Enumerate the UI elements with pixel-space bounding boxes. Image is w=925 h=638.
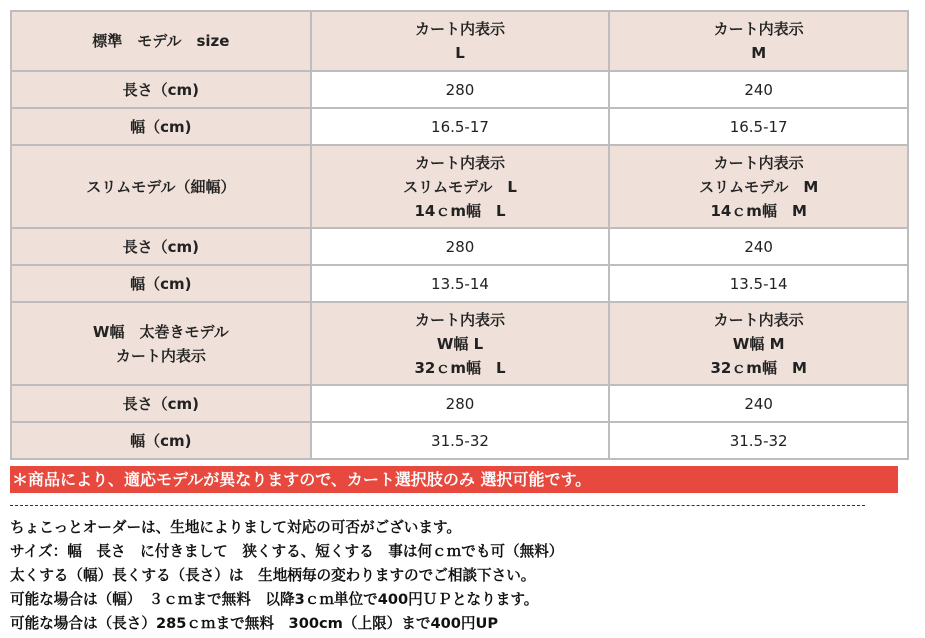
col-l-line: カート内表示 <box>414 20 505 38</box>
value-l: 16.5-17 <box>312 109 609 144</box>
col-m-header <box>610 12 907 70</box>
col-l-line: 32ｃm幅 L <box>414 358 506 377</box>
header-row-slim <box>12 146 907 227</box>
col-l-line: 14ｃm幅 L <box>414 201 506 220</box>
header-row-wide <box>12 303 907 384</box>
col-m-line: スリムモデル M <box>699 177 819 196</box>
value-m: 16.5-17 <box>610 109 907 144</box>
note-line: 可能な場合は（幅） ３ｃｍまで無料 以降3ｃｍ単位で400円ＵＰとなります。 <box>10 591 539 608</box>
value-l: 13.5-14 <box>312 266 609 301</box>
col-m-line: 14ｃm幅 M <box>710 201 807 220</box>
table-row <box>12 266 907 301</box>
value-m: 240 <box>610 386 907 421</box>
note-line: 可能な場合は（長さ）285ｃｍまで無料 300cm（上限）まで400円UP <box>10 615 499 632</box>
row-label: 幅（cm) <box>12 109 310 144</box>
col-m-line: 32ｃm幅 M <box>710 358 807 377</box>
table-row <box>12 229 907 264</box>
col-l-line: カート内表示 <box>414 153 505 172</box>
note-line: ちょこっとオーダーは、生地によりまして対応の可否がございます。 <box>10 519 461 536</box>
model-label: 標準 モデル size <box>92 32 230 50</box>
size-table <box>10 10 909 460</box>
table-row <box>12 72 907 107</box>
value-l: 280 <box>312 386 609 421</box>
value-l: 31.5-32 <box>312 423 609 458</box>
col-l-header <box>312 303 609 384</box>
header-row-standard <box>12 12 907 70</box>
table-row <box>12 423 907 458</box>
order-notes <box>10 516 563 636</box>
dashed-divider <box>10 505 865 506</box>
col-l-line: L <box>455 44 465 62</box>
row-label: 幅（cm) <box>12 423 310 458</box>
model-label: カート内表示 <box>115 346 206 365</box>
model-label-cell <box>12 303 310 384</box>
row-label: 長さ（cm) <box>12 72 310 107</box>
col-m-line: W幅 M <box>732 334 785 353</box>
model-label: スリムモデル（細幅） <box>86 177 236 196</box>
col-m-line: カート内表示 <box>713 153 804 172</box>
col-m-header <box>610 303 907 384</box>
value-l: 280 <box>312 72 609 107</box>
col-l-header <box>312 12 609 70</box>
model-label: W幅 太巻きモデル <box>92 322 229 341</box>
value-m: 13.5-14 <box>610 266 907 301</box>
note-line: サイズ：幅 長さ に付きまして 狭くする、短くする 事は何ｃｍでも可（無料） <box>10 543 564 560</box>
value-l: 280 <box>312 229 609 264</box>
col-m-line: M <box>751 44 767 62</box>
model-label-cell <box>12 146 310 227</box>
col-m-line: カート内表示 <box>713 20 804 38</box>
note-line: 太くする（幅）長くする（長さ）は 生地柄毎の変わりますのでご相談下さい。 <box>10 567 536 584</box>
col-l-header <box>312 146 609 227</box>
row-label: 長さ（cm) <box>12 386 310 421</box>
value-m: 240 <box>610 229 907 264</box>
value-m: 31.5-32 <box>610 423 907 458</box>
col-l-line: カート内表示 <box>414 310 505 329</box>
table-row <box>12 109 907 144</box>
table-row <box>12 386 907 421</box>
row-label: 長さ（cm) <box>12 229 310 264</box>
row-label: 幅（cm) <box>12 266 310 301</box>
col-m-line: カート内表示 <box>713 310 804 329</box>
notice-banner: ＊商品により、適応モデルが異なりますので、カート選択肢のみ 選択可能です。 <box>10 466 898 493</box>
col-m-header <box>610 146 907 227</box>
model-label-cell <box>12 12 310 70</box>
value-m: 240 <box>610 72 907 107</box>
col-l-line: W幅 L <box>436 334 484 353</box>
col-l-line: スリムモデル L <box>403 177 517 196</box>
